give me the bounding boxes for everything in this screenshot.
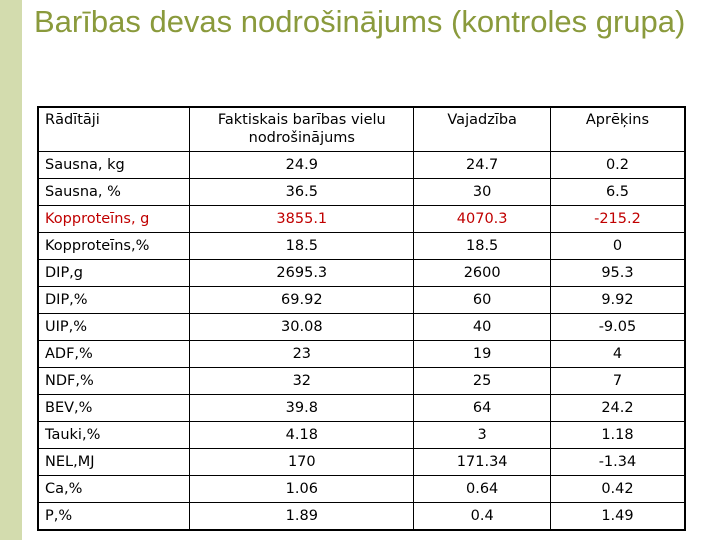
calculation-value-cell: 7 (550, 368, 685, 395)
actual-value-cell: 39.8 (190, 395, 414, 422)
requirement-value-cell: 0.4 (414, 503, 551, 531)
row-label-cell: NDF,% (38, 368, 190, 395)
table-row (38, 152, 685, 179)
actual-value-cell: 36.5 (190, 179, 414, 206)
actual-value-cell: 1.89 (190, 503, 414, 531)
table-row (38, 233, 685, 260)
actual-value-cell: 1.06 (190, 476, 414, 503)
calculation-value-cell: 9.92 (550, 287, 685, 314)
row-label-cell: Tauki,% (38, 422, 190, 449)
table-row (38, 287, 685, 314)
header-cell-calculation: Aprēķins (550, 107, 685, 152)
table-row (38, 341, 685, 368)
actual-value-cell: 3855.1 (190, 206, 414, 233)
row-label-cell: Ca,% (38, 476, 190, 503)
table-row (38, 206, 685, 233)
header-cell-actual: Faktiskais barības vielu nodrošinājums (190, 107, 414, 152)
table-row (38, 368, 685, 395)
actual-value-cell: 30.08 (190, 314, 414, 341)
row-label-cell: Kopproteīns,% (38, 233, 190, 260)
requirement-value-cell: 0.64 (414, 476, 551, 503)
calculation-value-cell: 4 (550, 341, 685, 368)
requirement-value-cell: 18.5 (414, 233, 551, 260)
requirement-value-cell: 64 (414, 395, 551, 422)
requirement-value-cell: 24.7 (414, 152, 551, 179)
requirement-value-cell: 171.34 (414, 449, 551, 476)
calculation-value-cell: 24.2 (550, 395, 685, 422)
calculation-value-cell: -215.2 (550, 206, 685, 233)
calculation-value-cell: 6.5 (550, 179, 685, 206)
slide-title: Barības devas nodrošinājums (kontroles grupa) (34, 4, 686, 39)
calculation-value-cell: 0.2 (550, 152, 685, 179)
calculation-value-cell: 0 (550, 233, 685, 260)
row-label-cell: P,% (38, 503, 190, 531)
requirement-value-cell: 25 (414, 368, 551, 395)
row-label-cell: Sausna, % (38, 179, 190, 206)
requirement-value-cell: 40 (414, 314, 551, 341)
row-label-cell: DIP,g (38, 260, 190, 287)
calculation-value-cell: -9.05 (550, 314, 685, 341)
row-label-cell: NEL,MJ (38, 449, 190, 476)
requirement-value-cell: 30 (414, 179, 551, 206)
requirement-value-cell: 2600 (414, 260, 551, 287)
table-row (38, 314, 685, 341)
table-row (38, 179, 685, 206)
row-label-cell: BEV,% (38, 395, 190, 422)
slide-left-accent-bar (0, 0, 22, 540)
row-label-cell: ADF,% (38, 341, 190, 368)
actual-value-cell: 170 (190, 449, 414, 476)
calculation-value-cell: 0.42 (550, 476, 685, 503)
table-row (38, 476, 685, 503)
table-row (38, 422, 685, 449)
row-label-cell: UIP,% (38, 314, 190, 341)
table-row (38, 260, 685, 287)
requirement-value-cell: 60 (414, 287, 551, 314)
table-header-row (38, 107, 685, 152)
actual-value-cell: 4.18 (190, 422, 414, 449)
table-row (38, 449, 685, 476)
row-label-cell: Sausna, kg (38, 152, 190, 179)
actual-value-cell: 24.9 (190, 152, 414, 179)
actual-value-cell: 69.92 (190, 287, 414, 314)
table-row (38, 503, 685, 531)
header-cell-requirement: Vajadzība (414, 107, 551, 152)
actual-value-cell: 32 (190, 368, 414, 395)
requirement-value-cell: 4070.3 (414, 206, 551, 233)
actual-value-cell: 2695.3 (190, 260, 414, 287)
table-row (38, 395, 685, 422)
calculation-value-cell: 95.3 (550, 260, 685, 287)
calculation-value-cell: -1.34 (550, 449, 685, 476)
actual-value-cell: 23 (190, 341, 414, 368)
row-label-cell: Kopproteīns, g (38, 206, 190, 233)
calculation-value-cell: 1.49 (550, 503, 685, 531)
header-cell-indicator: Rādītāji (38, 107, 190, 152)
actual-value-cell: 18.5 (190, 233, 414, 260)
calculation-value-cell: 1.18 (550, 422, 685, 449)
requirement-value-cell: 19 (414, 341, 551, 368)
feed-ration-table (37, 106, 686, 531)
row-label-cell: DIP,% (38, 287, 190, 314)
requirement-value-cell: 3 (414, 422, 551, 449)
